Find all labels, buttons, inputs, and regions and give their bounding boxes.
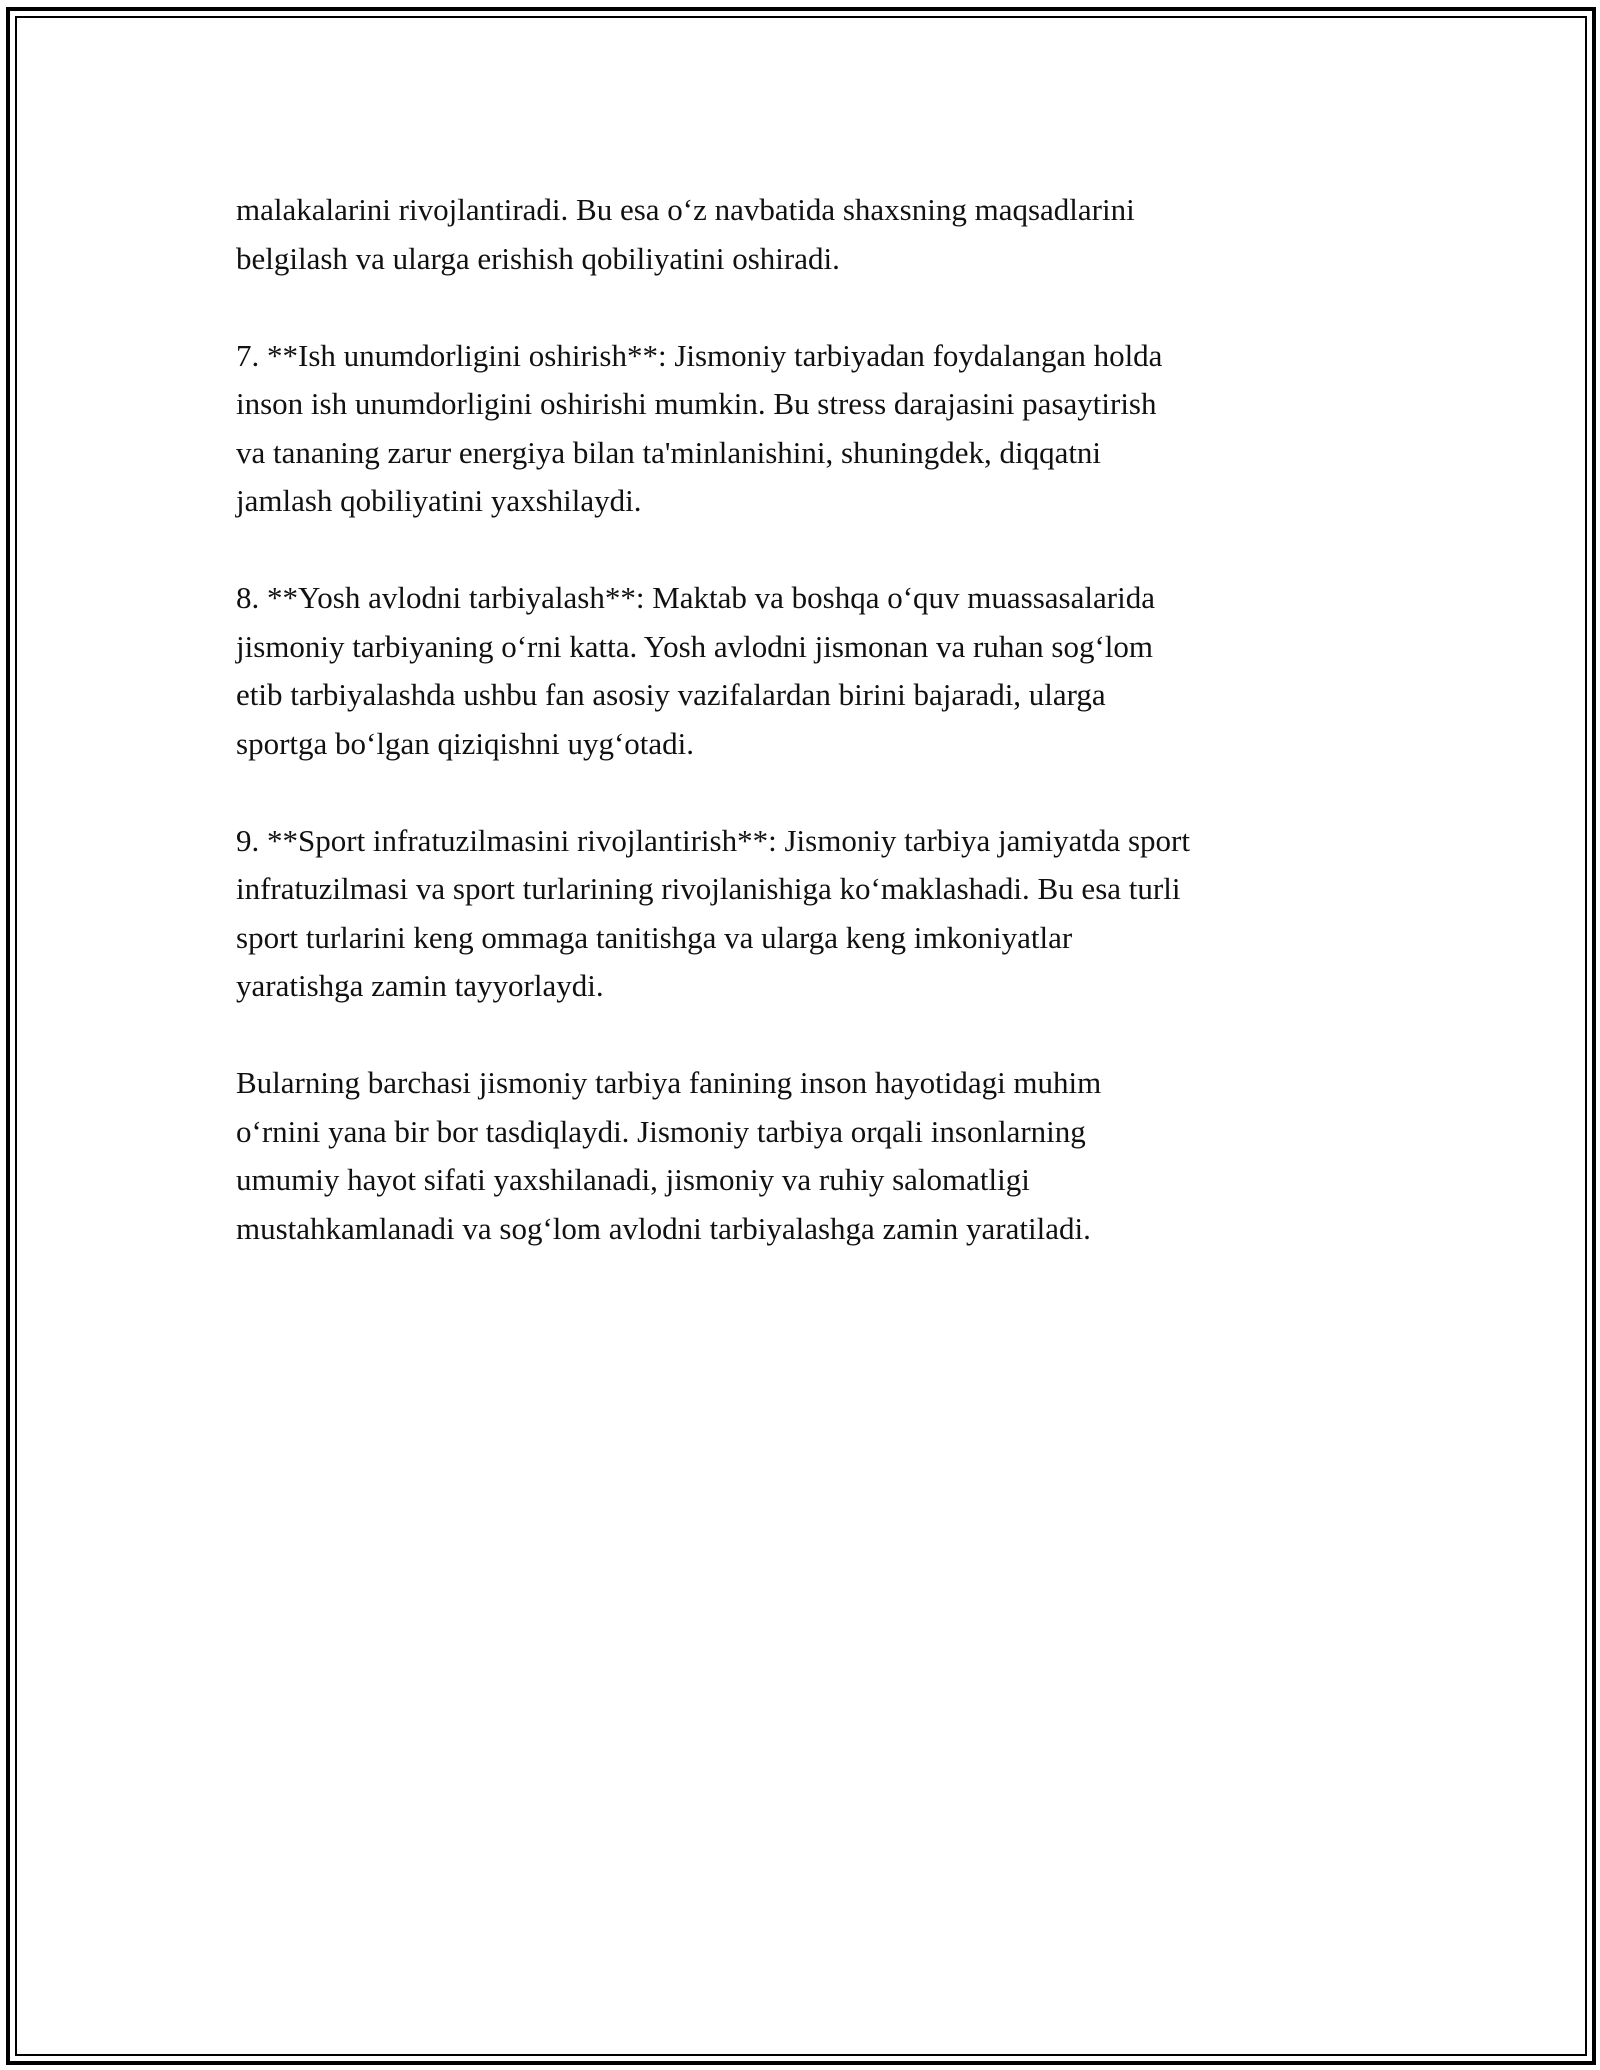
text-line: yaratishga zamin tayyorlaydi. (236, 968, 604, 1003)
text-line: 9. **Sport infratuzilmasini rivojlantirish**: Jismoniy tarbiya jamiyatda sport (236, 822, 1190, 858)
text-line: sport turlarini keng ommaga tanitishga va ularga keng imkoniyatlar (236, 919, 1073, 955)
document-body (236, 186, 1416, 1302)
text-line: infratuzilmasi va sport turlarining rivojlanishiga ko‘maklashadi. Bu esa turli (236, 871, 1181, 906)
text-line: malakalarini rivojlantiradi. Bu esa o‘z navbatida shaxsning maqsadlarini (236, 192, 1135, 227)
paragraph-item-8 (236, 574, 1416, 768)
text-line: va tananing zarur energiya bilan ta'minlanishini, shuningdek, diqqatni (236, 434, 1102, 470)
text-line: 8. **Yosh avlodni tarbiyalash**: Maktab va boshqa o‘quv muassasalarida (236, 580, 1155, 615)
text-line: o‘rnini yana bir bor tasdiqlaydi. Jismoniy tarbiya orqali insonlarning (236, 1113, 1086, 1149)
text-line: umumiy hayot sifati yaxshilanadi, jismoniy va ruhiy salomatligi (236, 1162, 1030, 1197)
text-line: mustahkamlanadi va sog‘lom avlodni tarbiyalashga zamin yaratiladi. (236, 1210, 1091, 1246)
text-line: etib tarbiyalashda ushbu fan asosiy vazifalardan birini bajaradi, ularga (236, 677, 1106, 712)
text-line: inson ish unumdorligini oshirishi mumkin. Bu stress darajasini pasaytirish (236, 386, 1157, 421)
paragraph-continuation (236, 186, 1416, 283)
text-line: belgilash va ularga erishish qobiliyatini oshiradi. (236, 240, 840, 276)
paragraph-conclusion (236, 1059, 1416, 1253)
paragraph-item-9 (236, 817, 1416, 1011)
text-line: 7. **Ish unumdorligini oshirish**: Jismoniy tarbiyadan foydalangan holda (236, 337, 1163, 373)
text-line: jismoniy tarbiyaning o‘rni katta. Yosh avlodni jismonan va ruhan sog‘lom (236, 628, 1153, 664)
text-line: Bularning barchasi jismoniy tarbiya fanining inson hayotidagi muhim (236, 1065, 1102, 1100)
text-line: sportga bo‘lgan qiziqishni uyg‘otadi. (236, 725, 695, 761)
text-line: jamlash qobiliyatini yaxshilaydi. (236, 483, 642, 518)
paragraph-item-7 (236, 332, 1416, 526)
